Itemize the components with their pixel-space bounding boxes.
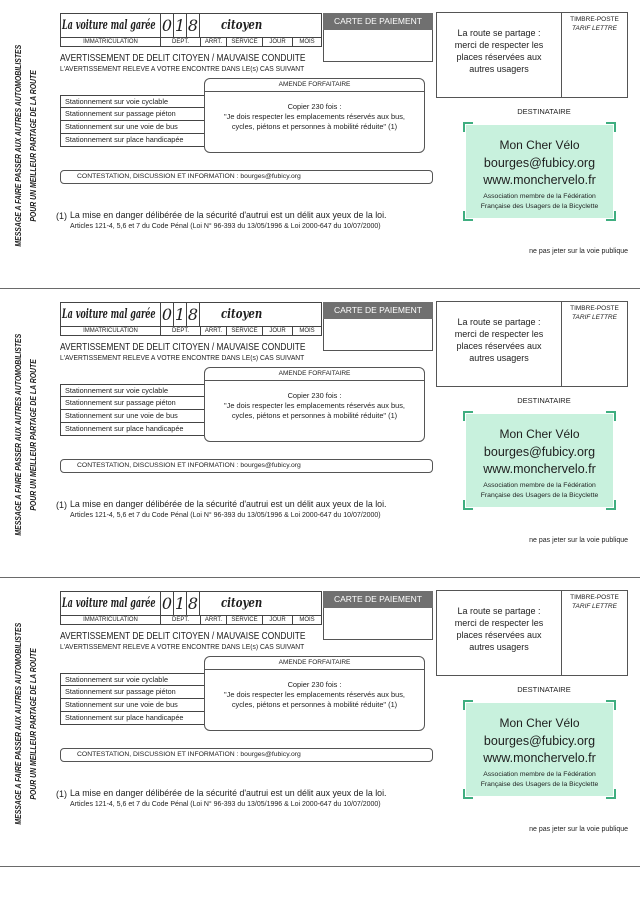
stamp-label: TIMBRE-POSTE (570, 16, 619, 23)
ticket-subtitle: L'AVERTISSEMENT RELEVE A VOTRE ENCONTRE DANS LE(s) CAS SUIVANT (60, 355, 305, 362)
recipient-email: bourges@fubicy.org (483, 445, 596, 459)
label-immatriculation: IMMATRICULATION (83, 328, 138, 334)
offense-item: Stationnement sur passage piéton (60, 686, 205, 699)
contest-info: CONTESTATION, DISCUSSION ET INFORMATION : bourges@fubicy.org (60, 459, 433, 473)
footnote-references: Articles 121-4, 5,6 et 7 du Code Pénal (Loi N° 96-393 du 13/05/1996 & Loi 2000-647 du 10/07/2000) (70, 223, 381, 230)
recipient-address (466, 703, 613, 796)
recipient-email: bourges@fubicy.org (483, 734, 596, 748)
fine-box (204, 656, 425, 731)
recipient-note: Association membre de la Fédération (483, 193, 596, 200)
footnote-marker: (1) (56, 211, 67, 221)
fine-header: AMENDE FORFAITAIRE (205, 657, 424, 670)
vehicle-id-header (60, 302, 322, 336)
side-message-line: MESSAGE A FAIRE PASSER AUX AUTRES AUTOMOBILISTES (14, 623, 23, 825)
recipient-heading: DESTINATAIRE (517, 396, 571, 405)
fine-line: cycles, piétons et personnes à mobilité réduite" (1) (231, 700, 398, 709)
recipient-heading: DESTINATAIRE (517, 685, 571, 694)
dept-digit: 0 (161, 16, 173, 35)
payment-card-box (323, 319, 433, 351)
label-mois: MOIS (292, 38, 321, 46)
fine-line: Copier 230 fois : (287, 680, 342, 689)
recipient-website: www.monchervelo.fr (483, 751, 596, 765)
label-mois: MOIS (292, 327, 321, 335)
contest-info: CONTESTATION, DISCUSSION ET INFORMATION : bourges@fubicy.org (60, 748, 433, 762)
share-message (437, 605, 561, 653)
label-arrt: ARRT. (200, 327, 226, 335)
offense-item: Stationnement sur voie cyclable (60, 673, 205, 686)
label-service: SERVICE (226, 38, 262, 46)
vehicle-id-labels (61, 615, 321, 624)
payment-card-header: CARTE DE PAIEMENT (323, 13, 433, 30)
postal-box (436, 12, 628, 98)
recipient-note: Association membre de la Fédération (483, 482, 596, 489)
recipient-name: Mon Cher Vélo (499, 716, 580, 730)
postal-box (436, 301, 628, 387)
fine-line: cycles, piétons et personnes à mobilité réduite" (1) (231, 411, 398, 420)
side-message (11, 315, 41, 556)
offense-item: Stationnement sur une voie de bus (60, 410, 205, 423)
ticket-card (0, 0, 640, 289)
plate-value: La voiture mal garée (62, 596, 156, 611)
footnote-text: La mise en danger délibérée de la sécurité d'autrui est un délit aux yeux de la loi. (70, 210, 387, 221)
dept-digit: 1 (174, 594, 186, 613)
dept-digit: 8 (187, 305, 199, 324)
recipient-website: www.monchervelo.fr (483, 173, 596, 187)
label-immatriculation: IMMATRICULATION (83, 617, 138, 623)
stamp-area (562, 593, 627, 611)
share-message-line: autres usagers (469, 642, 529, 652)
offense-item: Stationnement sur voie cyclable (60, 95, 205, 108)
offense-list (60, 384, 205, 436)
label-arrt: ARRT. (200, 616, 226, 624)
ticket-title: AVERTISSEMENT DE DELIT CITOYEN / MAUVAISE CONDUITE (60, 341, 306, 353)
label-service: SERVICE (226, 616, 262, 624)
fine-text (205, 92, 424, 132)
share-message-line: autres usagers (469, 353, 529, 363)
stamp-rate: TARIF LETTRE (572, 603, 617, 610)
label-dept: DEPT. (160, 327, 200, 335)
vehicle-id-values (61, 592, 321, 615)
fine-header: AMENDE FORFAITAIRE (205, 368, 424, 381)
share-message-line: La route se partage : (457, 28, 541, 38)
side-message-line: POUR UN MEILLEUR PARTAGE DE LA ROUTE (29, 648, 38, 800)
vehicle-id-labels (61, 37, 321, 46)
vehicle-id-values (61, 14, 321, 37)
fine-line: Copier 230 fois : (287, 102, 342, 111)
disposal-notice: ne pas jeter sur la voie publique (529, 826, 628, 833)
fine-box (204, 367, 425, 442)
payment-card-header: CARTE DE PAIEMENT (323, 591, 433, 608)
disposal-notice: ne pas jeter sur la voie publique (529, 248, 628, 255)
dept-digit: 0 (161, 305, 173, 324)
payment-card-header: CARTE DE PAIEMENT (323, 302, 433, 319)
ticket-card (0, 578, 640, 867)
offense-item: Stationnement sur passage piéton (60, 108, 205, 121)
recipient-name: Mon Cher Vélo (499, 138, 580, 152)
stamp-rate: TARIF LETTRE (572, 25, 617, 32)
fine-text (205, 670, 424, 710)
recipient-note: Française des Usagers de la Bicyclette (480, 492, 599, 499)
contest-info: CONTESTATION, DISCUSSION ET INFORMATION : bourges@fubicy.org (60, 170, 433, 184)
stamp-label: TIMBRE-POSTE (570, 305, 619, 312)
disposal-notice: ne pas jeter sur la voie publique (529, 537, 628, 544)
label-service: SERVICE (226, 327, 262, 335)
recipient-note: Française des Usagers de la Bicyclette (480, 781, 599, 788)
share-message-line: places réservées aux (456, 630, 542, 640)
side-message-line: MESSAGE A FAIRE PASSER AUX AUTRES AUTOMOBILISTES (14, 45, 23, 247)
fine-line: cycles, piétons et personnes à mobilité réduite" (1) (231, 122, 398, 131)
recipient-address (466, 125, 613, 218)
footnote-marker: (1) (56, 500, 67, 510)
dept-digit: 8 (187, 594, 199, 613)
offense-item: Stationnement sur passage piéton (60, 397, 205, 410)
share-message-line: merci de respecter les (454, 618, 544, 628)
label-jour: JOUR (262, 616, 292, 624)
vehicle-id-header (60, 13, 322, 47)
share-message (437, 27, 561, 75)
footnote-text: La mise en danger délibérée de la sécurité d'autrui est un délit aux yeux de la loi. (70, 788, 387, 799)
side-message-line: MESSAGE A FAIRE PASSER AUX AUTRES AUTOMOBILISTES (14, 334, 23, 536)
label-dept: DEPT. (160, 38, 200, 46)
footnote-text: La mise en danger délibérée de la sécurité d'autrui est un délit aux yeux de la loi. (70, 499, 387, 510)
dept-digit: 1 (174, 305, 186, 324)
footnote-marker: (1) (56, 789, 67, 799)
vehicle-id-header (60, 591, 322, 625)
fine-line: "Je dois respecter les emplacements réservés aux bus, (224, 401, 405, 410)
label-jour: JOUR (262, 327, 292, 335)
service-value: citoyen (221, 18, 263, 33)
ticket-title: AVERTISSEMENT DE DELIT CITOYEN / MAUVAISE CONDUITE (60, 630, 306, 642)
recipient-email: bourges@fubicy.org (483, 156, 596, 170)
label-dept: DEPT. (160, 616, 200, 624)
share-message-line: merci de respecter les (454, 329, 544, 339)
recipient-note: Association membre de la Fédération (483, 771, 596, 778)
share-message-line: autres usagers (469, 64, 529, 74)
stamp-rate: TARIF LETTRE (572, 314, 617, 321)
side-message-line: POUR UN MEILLEUR PARTAGE DE LA ROUTE (29, 70, 38, 222)
ticket-card (0, 289, 640, 578)
postal-box (436, 590, 628, 676)
plate-value: La voiture mal garée (62, 307, 156, 322)
dept-digit: 0 (161, 594, 173, 613)
vehicle-id-labels (61, 326, 321, 335)
offense-list (60, 95, 205, 147)
offense-item: Stationnement sur place handicapée (60, 712, 205, 725)
offense-item: Stationnement sur place handicapée (60, 423, 205, 436)
recipient-website: www.monchervelo.fr (483, 462, 596, 476)
side-message-line: POUR UN MEILLEUR PARTAGE DE LA ROUTE (29, 359, 38, 511)
offense-list (60, 673, 205, 725)
stamp-label: TIMBRE-POSTE (570, 594, 619, 601)
recipient-name: Mon Cher Vélo (499, 427, 580, 441)
recipient-note: Française des Usagers de la Bicyclette (480, 203, 599, 210)
fine-line: Copier 230 fois : (287, 391, 342, 400)
service-value: citoyen (221, 596, 263, 611)
label-immatriculation: IMMATRICULATION (83, 39, 138, 45)
label-arrt: ARRT. (200, 38, 226, 46)
offense-item: Stationnement sur une voie de bus (60, 121, 205, 134)
share-message-line: places réservées aux (456, 341, 542, 351)
share-message (437, 316, 561, 364)
payment-card-box (323, 30, 433, 62)
share-message-line: La route se partage : (457, 317, 541, 327)
service-value: citoyen (221, 307, 263, 322)
fine-line: "Je dois respecter les emplacements réservés aux bus, (224, 112, 405, 121)
label-jour: JOUR (262, 38, 292, 46)
side-message (11, 604, 41, 845)
ticket-subtitle: L'AVERTISSEMENT RELEVE A VOTRE ENCONTRE DANS LE(s) CAS SUIVANT (60, 644, 305, 651)
stamp-area (562, 15, 627, 33)
ticket-subtitle: L'AVERTISSEMENT RELEVE A VOTRE ENCONTRE DANS LE(s) CAS SUIVANT (60, 66, 305, 73)
offense-item: Stationnement sur une voie de bus (60, 699, 205, 712)
vehicle-id-values (61, 303, 321, 326)
offense-item: Stationnement sur place handicapée (60, 134, 205, 147)
fine-line: "Je dois respecter les emplacements réservés aux bus, (224, 690, 405, 699)
share-message-line: La route se partage : (457, 606, 541, 616)
ticket-title: AVERTISSEMENT DE DELIT CITOYEN / MAUVAISE CONDUITE (60, 52, 306, 64)
recipient-address (466, 414, 613, 507)
plate-value: La voiture mal garée (62, 18, 156, 33)
stamp-area (562, 304, 627, 322)
side-message (11, 26, 41, 267)
fine-box (204, 78, 425, 153)
fine-text (205, 381, 424, 421)
dept-digit: 8 (187, 16, 199, 35)
footnote-references: Articles 121-4, 5,6 et 7 du Code Pénal (Loi N° 96-393 du 13/05/1996 & Loi 2000-647 du 10/07/2000) (70, 512, 381, 519)
offense-item: Stationnement sur voie cyclable (60, 384, 205, 397)
label-mois: MOIS (292, 616, 321, 624)
recipient-heading: DESTINATAIRE (517, 107, 571, 116)
footnote-references: Articles 121-4, 5,6 et 7 du Code Pénal (Loi N° 96-393 du 13/05/1996 & Loi 2000-647 du 10/07/2000) (70, 801, 381, 808)
share-message-line: places réservées aux (456, 52, 542, 62)
share-message-line: merci de respecter les (454, 40, 544, 50)
dept-digit: 1 (174, 16, 186, 35)
payment-card-box (323, 608, 433, 640)
fine-header: AMENDE FORFAITAIRE (205, 79, 424, 92)
